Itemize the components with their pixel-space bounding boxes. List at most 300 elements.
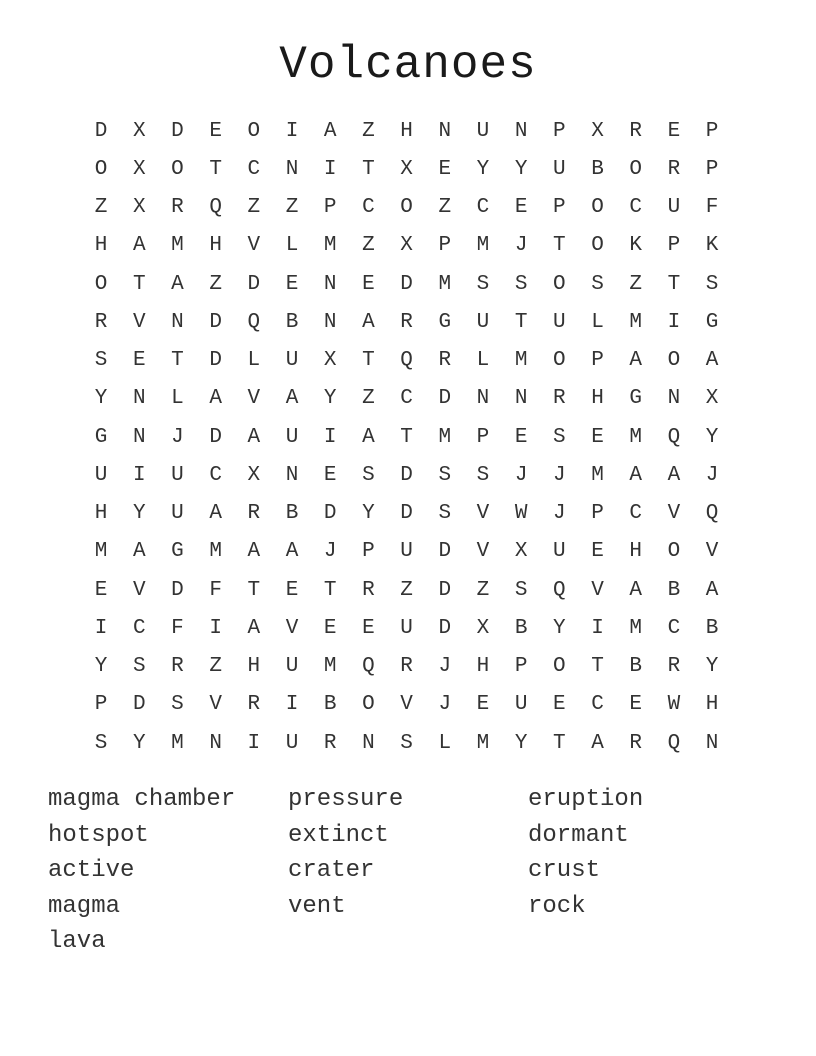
grid-letter: A bbox=[323, 119, 337, 143]
grid-letter: N bbox=[132, 387, 146, 411]
grid-letter: T bbox=[400, 425, 413, 449]
grid-row bbox=[82, 609, 731, 647]
grid-letter: M bbox=[209, 540, 222, 564]
grid-letter: D bbox=[400, 502, 413, 526]
grid-letter: F bbox=[209, 578, 222, 602]
grid-letter: H bbox=[94, 234, 108, 258]
grid-letter: H bbox=[400, 119, 413, 143]
grid-letter: Y bbox=[94, 387, 108, 411]
grid-letter: B bbox=[285, 502, 299, 526]
grid-letter: C bbox=[476, 196, 490, 220]
grid-letter: O bbox=[553, 272, 566, 296]
grid-letter: E bbox=[94, 578, 108, 602]
grid-letter: N bbox=[132, 425, 146, 449]
grid-letter: D bbox=[171, 578, 184, 602]
grid-letter: D bbox=[400, 463, 413, 487]
grid-letter: E bbox=[438, 157, 452, 181]
grid-letter: X bbox=[476, 616, 490, 640]
grid-letter: A bbox=[247, 540, 261, 564]
grid-letter: F bbox=[705, 196, 719, 220]
grid-letter: Q bbox=[667, 731, 681, 755]
grid-letter: Q bbox=[209, 196, 222, 220]
grid-letter: Z bbox=[629, 272, 643, 296]
word-list-item: lava bbox=[48, 928, 106, 956]
grid-letter: S bbox=[94, 731, 108, 755]
grid-letter: N bbox=[285, 463, 299, 487]
grid-row bbox=[82, 418, 731, 456]
grid-letter: T bbox=[209, 157, 222, 181]
grid-letter: C bbox=[209, 463, 222, 487]
grid-letter: E bbox=[323, 463, 337, 487]
grid-letter: D bbox=[400, 272, 413, 296]
grid-letter: R bbox=[400, 655, 413, 679]
grid-letter: C bbox=[667, 616, 681, 640]
grid-letter: S bbox=[132, 655, 146, 679]
grid-letter: N bbox=[285, 157, 299, 181]
grid-letter: E bbox=[553, 693, 566, 717]
grid-letter: T bbox=[514, 310, 528, 334]
grid-letter: Y bbox=[323, 387, 337, 411]
grid-letter: I bbox=[285, 693, 299, 717]
grid-letter: U bbox=[476, 119, 490, 143]
word-list-item: active bbox=[48, 857, 135, 885]
grid-letter: S bbox=[362, 463, 375, 487]
grid-letter: E bbox=[285, 272, 299, 296]
grid-letter: Y bbox=[362, 502, 375, 526]
grid-letter: O bbox=[247, 119, 261, 143]
grid-letter: L bbox=[171, 387, 184, 411]
grid-letter: N bbox=[705, 731, 719, 755]
grid-letter: T bbox=[553, 234, 566, 258]
grid-letter: H bbox=[629, 540, 643, 564]
grid-letter: M bbox=[323, 234, 337, 258]
grid-row bbox=[82, 227, 731, 265]
grid-letter: V bbox=[476, 540, 490, 564]
grid-letter: I bbox=[94, 616, 108, 640]
grid-letter: E bbox=[514, 425, 528, 449]
grid-letter: D bbox=[132, 693, 146, 717]
grid-letter: R bbox=[94, 310, 108, 334]
grid-letter: O bbox=[94, 272, 108, 296]
grid-letter: I bbox=[591, 616, 604, 640]
grid-letter: G bbox=[438, 310, 452, 334]
grid-letter: D bbox=[209, 425, 222, 449]
grid-letter: A bbox=[705, 578, 719, 602]
grid-letter: X bbox=[705, 387, 719, 411]
word-list-item: hotspot bbox=[48, 821, 149, 849]
grid-letter: J bbox=[514, 463, 528, 487]
grid-letter: D bbox=[209, 349, 222, 373]
grid-letter: P bbox=[705, 119, 719, 143]
grid-letter: U bbox=[285, 425, 299, 449]
grid-letter: X bbox=[132, 196, 146, 220]
grid-letter: A bbox=[285, 540, 299, 564]
word-list-item: dormant bbox=[528, 821, 629, 849]
grid-letter: R bbox=[362, 578, 375, 602]
grid-row bbox=[82, 571, 731, 609]
grid-letter: R bbox=[400, 310, 413, 334]
grid-letter: O bbox=[591, 196, 604, 220]
grid-letter: X bbox=[132, 119, 146, 143]
grid-letter: X bbox=[591, 119, 604, 143]
grid-letter: U bbox=[514, 693, 528, 717]
grid-letter: C bbox=[629, 502, 643, 526]
grid-row bbox=[82, 724, 731, 762]
grid-letter: Z bbox=[400, 578, 413, 602]
grid-letter: D bbox=[438, 578, 452, 602]
grid-letter: Z bbox=[438, 196, 452, 220]
grid-letter: K bbox=[629, 234, 643, 258]
grid-letter: V bbox=[132, 310, 146, 334]
grid-letter: I bbox=[667, 310, 681, 334]
grid-letter: V bbox=[247, 387, 261, 411]
grid-letter: U bbox=[171, 502, 184, 526]
grid-letter: U bbox=[400, 616, 413, 640]
grid-letter: R bbox=[323, 731, 337, 755]
grid-letter: T bbox=[362, 157, 375, 181]
grid-letter: N bbox=[209, 731, 222, 755]
word-row bbox=[48, 889, 768, 925]
word-row bbox=[48, 924, 768, 960]
grid-letter: X bbox=[400, 234, 413, 258]
grid-letter: N bbox=[514, 119, 528, 143]
grid-letter: U bbox=[400, 540, 413, 564]
grid-letter: E bbox=[591, 425, 604, 449]
grid-letter: A bbox=[629, 578, 643, 602]
grid-letter: Y bbox=[132, 731, 146, 755]
grid-letter: O bbox=[94, 157, 108, 181]
grid-letter: J bbox=[438, 693, 452, 717]
grid-letter: R bbox=[247, 502, 261, 526]
grid-letter: U bbox=[285, 349, 299, 373]
grid-letter: N bbox=[323, 272, 337, 296]
grid-letter: R bbox=[667, 157, 681, 181]
grid-letter: Z bbox=[209, 272, 222, 296]
grid-letter: S bbox=[514, 578, 528, 602]
grid-letter: W bbox=[667, 693, 681, 717]
grid-letter: T bbox=[553, 731, 566, 755]
grid-letter: E bbox=[476, 693, 490, 717]
grid-letter: L bbox=[285, 234, 299, 258]
grid-letter: G bbox=[94, 425, 108, 449]
grid-letter: R bbox=[438, 349, 452, 373]
grid-letter: R bbox=[171, 196, 184, 220]
grid-letter: D bbox=[209, 310, 222, 334]
grid-letter: I bbox=[132, 463, 146, 487]
grid-letter: N bbox=[323, 310, 337, 334]
grid-letter: E bbox=[514, 196, 528, 220]
grid-letter: N bbox=[438, 119, 452, 143]
grid-letter: Y bbox=[705, 655, 719, 679]
word-row bbox=[48, 782, 768, 818]
grid-letter: Q bbox=[553, 578, 566, 602]
grid-letter: F bbox=[171, 616, 184, 640]
grid-row bbox=[82, 495, 731, 533]
grid-letter: E bbox=[323, 616, 337, 640]
grid-letter: H bbox=[476, 655, 490, 679]
grid-letter: B bbox=[285, 310, 299, 334]
grid-letter: W bbox=[514, 502, 528, 526]
grid-letter: O bbox=[553, 349, 566, 373]
grid-letter: Y bbox=[476, 157, 490, 181]
grid-letter: Z bbox=[362, 387, 375, 411]
letter-grid bbox=[82, 112, 731, 762]
grid-letter: A bbox=[209, 502, 222, 526]
grid-letter: V bbox=[285, 616, 299, 640]
grid-letter: M bbox=[476, 731, 490, 755]
grid-row bbox=[82, 342, 731, 380]
grid-letter: H bbox=[247, 655, 261, 679]
grid-letter: O bbox=[591, 234, 604, 258]
grid-letter: S bbox=[438, 502, 452, 526]
grid-letter: G bbox=[705, 310, 719, 334]
grid-letter: I bbox=[247, 731, 261, 755]
grid-letter: B bbox=[591, 157, 604, 181]
grid-letter: C bbox=[591, 693, 604, 717]
grid-letter: T bbox=[362, 349, 375, 373]
grid-letter: B bbox=[705, 616, 719, 640]
grid-letter: H bbox=[209, 234, 222, 258]
grid-letter: J bbox=[323, 540, 337, 564]
grid-row bbox=[82, 265, 731, 303]
grid-letter: J bbox=[553, 502, 566, 526]
grid-letter: Q bbox=[400, 349, 413, 373]
grid-letter: N bbox=[476, 387, 490, 411]
grid-letter: E bbox=[132, 349, 146, 373]
grid-letter: A bbox=[629, 349, 643, 373]
grid-letter: A bbox=[629, 463, 643, 487]
word-list bbox=[48, 782, 768, 960]
grid-letter: Q bbox=[705, 502, 719, 526]
grid-letter: O bbox=[400, 196, 413, 220]
grid-letter: D bbox=[438, 387, 452, 411]
grid-letter: M bbox=[438, 425, 452, 449]
grid-letter: M bbox=[476, 234, 490, 258]
grid-letter: L bbox=[247, 349, 261, 373]
grid-letter: J bbox=[705, 463, 719, 487]
grid-letter: R bbox=[629, 119, 643, 143]
grid-letter: G bbox=[171, 540, 184, 564]
grid-letter: M bbox=[629, 310, 643, 334]
grid-letter: R bbox=[629, 731, 643, 755]
grid-letter: H bbox=[94, 502, 108, 526]
grid-letter: A bbox=[247, 425, 261, 449]
grid-letter: T bbox=[591, 655, 604, 679]
grid-letter: Z bbox=[362, 234, 375, 258]
grid-letter: N bbox=[667, 387, 681, 411]
grid-letter: U bbox=[94, 463, 108, 487]
grid-letter: X bbox=[247, 463, 261, 487]
grid-letter: T bbox=[132, 272, 146, 296]
grid-letter: O bbox=[362, 693, 375, 717]
grid-row bbox=[82, 456, 731, 494]
grid-letter: L bbox=[438, 731, 452, 755]
grid-letter: U bbox=[553, 540, 566, 564]
grid-letter: I bbox=[209, 616, 222, 640]
grid-letter: M bbox=[323, 655, 337, 679]
grid-letter: S bbox=[94, 349, 108, 373]
grid-letter: C bbox=[400, 387, 413, 411]
grid-letter: Q bbox=[247, 310, 261, 334]
grid-letter: A bbox=[705, 349, 719, 373]
grid-letter: J bbox=[553, 463, 566, 487]
grid-letter: X bbox=[323, 349, 337, 373]
word-list-item: magma bbox=[48, 892, 121, 920]
grid-letter: M bbox=[171, 731, 184, 755]
grid-letter: G bbox=[629, 387, 643, 411]
grid-letter: M bbox=[591, 463, 604, 487]
grid-letter: A bbox=[362, 425, 375, 449]
grid-letter: Z bbox=[247, 196, 261, 220]
grid-letter: M bbox=[94, 540, 108, 564]
grid-letter: J bbox=[171, 425, 184, 449]
grid-letter: U bbox=[285, 731, 299, 755]
grid-letter: D bbox=[438, 540, 452, 564]
grid-letter: D bbox=[171, 119, 184, 143]
grid-letter: C bbox=[362, 196, 375, 220]
grid-letter: B bbox=[667, 578, 681, 602]
grid-letter: N bbox=[171, 310, 184, 334]
grid-letter: K bbox=[705, 234, 719, 258]
grid-letter: Y bbox=[94, 655, 108, 679]
grid-letter: P bbox=[705, 157, 719, 181]
grid-letter: O bbox=[667, 349, 681, 373]
grid-letter: B bbox=[323, 693, 337, 717]
grid-letter: N bbox=[514, 387, 528, 411]
grid-letter: O bbox=[667, 540, 681, 564]
grid-letter: S bbox=[171, 693, 184, 717]
grid-letter: S bbox=[591, 272, 604, 296]
word-list-item: vent bbox=[288, 892, 346, 920]
grid-letter: A bbox=[132, 540, 146, 564]
grid-letter: M bbox=[629, 425, 643, 449]
grid-letter: C bbox=[247, 157, 261, 181]
grid-letter: M bbox=[171, 234, 184, 258]
grid-letter: D bbox=[247, 272, 261, 296]
grid-letter: J bbox=[514, 234, 528, 258]
grid-letter: R bbox=[667, 655, 681, 679]
grid-letter: V bbox=[591, 578, 604, 602]
grid-letter: E bbox=[362, 616, 375, 640]
grid-row bbox=[82, 189, 731, 227]
page-title: Volcanoes bbox=[279, 39, 537, 91]
grid-letter: P bbox=[476, 425, 490, 449]
grid-letter: R bbox=[171, 655, 184, 679]
grid-row bbox=[82, 303, 731, 341]
grid-letter: C bbox=[132, 616, 146, 640]
grid-letter: O bbox=[553, 655, 566, 679]
grid-letter: Z bbox=[362, 119, 375, 143]
grid-letter: S bbox=[438, 463, 452, 487]
grid-letter: Z bbox=[94, 196, 108, 220]
grid-letter: J bbox=[438, 655, 452, 679]
grid-letter: P bbox=[362, 540, 375, 564]
grid-letter: A bbox=[247, 616, 261, 640]
grid-letter: S bbox=[553, 425, 566, 449]
grid-letter: D bbox=[94, 119, 108, 143]
grid-letter: V bbox=[209, 693, 222, 717]
grid-letter: T bbox=[667, 272, 681, 296]
grid-letter: X bbox=[132, 157, 146, 181]
grid-letter: D bbox=[438, 616, 452, 640]
grid-letter: U bbox=[171, 463, 184, 487]
grid-letter: S bbox=[705, 272, 719, 296]
grid-letter: P bbox=[553, 196, 566, 220]
grid-letter: U bbox=[285, 655, 299, 679]
grid-letter: T bbox=[247, 578, 261, 602]
grid-letter: Y bbox=[132, 502, 146, 526]
grid-letter: Z bbox=[476, 578, 490, 602]
grid-letter: S bbox=[400, 731, 413, 755]
grid-letter: E bbox=[667, 119, 681, 143]
grid-letter: R bbox=[553, 387, 566, 411]
grid-letter: I bbox=[285, 119, 299, 143]
grid-letter: V bbox=[667, 502, 681, 526]
grid-letter: V bbox=[247, 234, 261, 258]
grid-letter: X bbox=[400, 157, 413, 181]
grid-letter: I bbox=[323, 157, 337, 181]
grid-letter: A bbox=[667, 463, 681, 487]
word-list-item: rock bbox=[528, 892, 586, 920]
grid-letter: E bbox=[285, 578, 299, 602]
grid-letter: V bbox=[705, 540, 719, 564]
word-row bbox=[48, 853, 768, 889]
grid-row bbox=[82, 533, 731, 571]
grid-letter: T bbox=[323, 578, 337, 602]
grid-letter: P bbox=[323, 196, 337, 220]
grid-letter: E bbox=[362, 272, 375, 296]
grid-letter: I bbox=[323, 425, 337, 449]
grid-letter: S bbox=[514, 272, 528, 296]
grid-letter: C bbox=[629, 196, 643, 220]
grid-letter: M bbox=[629, 616, 643, 640]
grid-letter: Q bbox=[362, 655, 375, 679]
grid-letter: E bbox=[591, 540, 604, 564]
grid-letter: O bbox=[629, 157, 643, 181]
grid-letter: V bbox=[400, 693, 413, 717]
grid-letter: H bbox=[705, 693, 719, 717]
grid-letter: P bbox=[94, 693, 108, 717]
grid-letter: Y bbox=[553, 616, 566, 640]
grid-letter: U bbox=[553, 157, 566, 181]
grid-letter: A bbox=[591, 731, 604, 755]
grid-letter: Y bbox=[514, 157, 528, 181]
grid-letter: M bbox=[514, 349, 528, 373]
grid-letter: B bbox=[629, 655, 643, 679]
word-list-item: pressure bbox=[288, 786, 404, 814]
grid-row bbox=[82, 648, 731, 686]
grid-row bbox=[82, 380, 731, 418]
grid-letter: P bbox=[591, 349, 604, 373]
grid-row bbox=[82, 686, 731, 724]
grid-letter: V bbox=[132, 578, 146, 602]
grid-letter: H bbox=[591, 387, 604, 411]
grid-letter: N bbox=[362, 731, 375, 755]
grid-letter: A bbox=[285, 387, 299, 411]
grid-letter: P bbox=[591, 502, 604, 526]
grid-letter: Q bbox=[667, 425, 681, 449]
grid-letter: M bbox=[438, 272, 452, 296]
grid-letter: B bbox=[514, 616, 528, 640]
grid-letter: A bbox=[132, 234, 146, 258]
grid-letter: E bbox=[209, 119, 222, 143]
grid-letter: X bbox=[514, 540, 528, 564]
word-list-item: magma chamber bbox=[48, 786, 236, 814]
grid-letter: U bbox=[553, 310, 566, 334]
grid-letter: S bbox=[476, 272, 490, 296]
grid-letter: A bbox=[209, 387, 222, 411]
grid-letter: Y bbox=[705, 425, 719, 449]
